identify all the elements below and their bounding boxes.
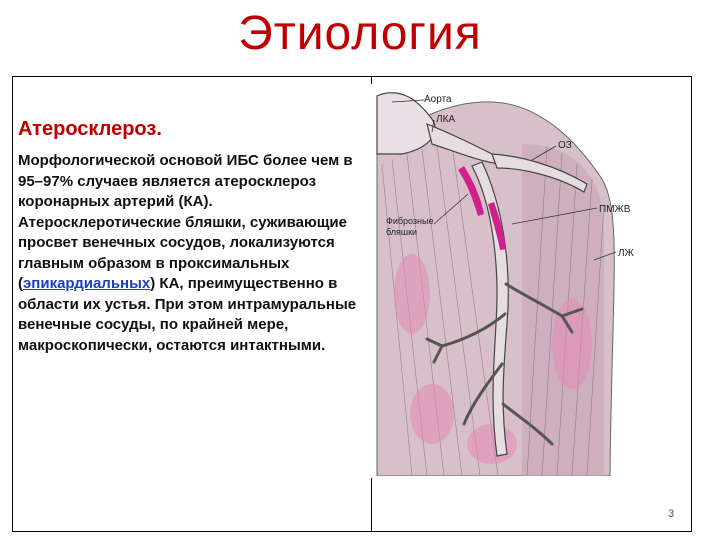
- label-aorta: Аорта: [424, 94, 452, 105]
- label-lzh: ЛЖ: [618, 248, 634, 259]
- section-subtitle: Атеросклероз.: [18, 118, 162, 140]
- slide-number: 3: [668, 508, 675, 520]
- coronary-artery-figure: [372, 84, 690, 476]
- column-divider-bottom: [371, 478, 372, 532]
- label-plaques-line2: бляшки: [386, 227, 418, 237]
- label-lka: ЛКА: [436, 114, 456, 125]
- column-divider-top: [371, 76, 372, 84]
- epicardial-link[interactable]: эпикардиальных: [23, 275, 151, 292]
- body-text: [18, 151, 368, 356]
- slide-title: Этиология: [238, 7, 482, 60]
- label-pmzhv: ПМЖВ: [599, 204, 631, 215]
- label-oz: ОЗ: [558, 140, 572, 151]
- body-text-part1: Морфологической основой ИБС более чем в 95–97% случаев является атеросклероз коронарных артерий (КА). Атеросклеротические бляшки, суживающие просвет венечных сосудов, локализуются главным образом в проксимальных (: [18, 152, 353, 292]
- body-text-part2: ) КА, преимущественно в области их устья. При этом интрамуральные венечные сосуды, по крайней мере, макроскопически, остаются интактными.: [18, 275, 357, 354]
- label-plaques-line1: Фиброзные: [386, 216, 434, 226]
